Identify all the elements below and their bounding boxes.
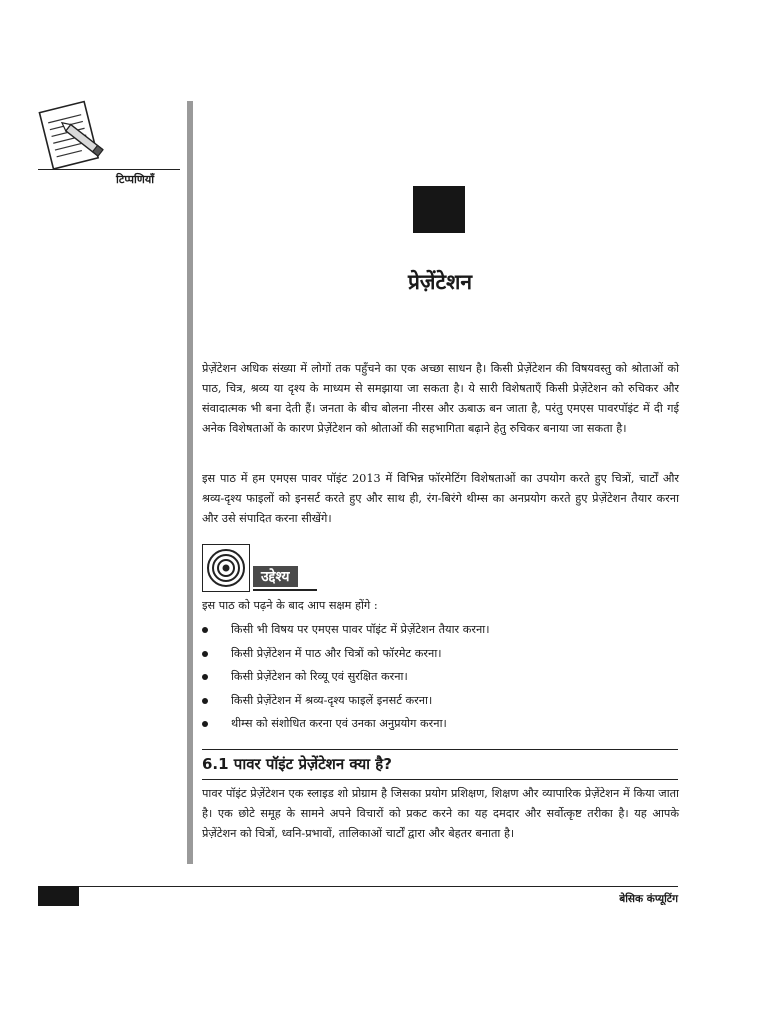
- objectives-intro: इस पाठ को पढ़ने के बाद आप सक्षम होंगे :: [202, 599, 378, 612]
- list-item: [202, 644, 682, 668]
- margin-note-label: टिप्पणियाँ: [116, 173, 155, 186]
- list-item-text: किसी प्रेज़ेंटेशन में पाठ और चित्रों को फॉरमेट करना।: [231, 646, 442, 660]
- notepad-pencil-icon: [30, 100, 110, 172]
- list-item-text: किसी प्रेज़ेंटेशन में श्रव्य-दृश्य फाइलें इनसर्ट करना।: [231, 693, 433, 707]
- bullet-icon: [202, 674, 208, 680]
- section-rule-bottom: [202, 779, 678, 780]
- chapter-title: प्रेज़ेंटेशन: [407, 270, 473, 294]
- list-item-text: किसी प्रेज़ेंटेशन को रिव्यू एवं सुरक्षित करना।: [231, 670, 408, 683]
- intro-paragraph-2: इस पाठ में हम एमएस पावर पॉइंट 2013 में विभिन्न फॉरमेटिंग विशेषताओं का उपयोग करते हुए चित्रों, चार्टों और श्रव्य-दृश्य फाइलों को इनसर्ट करते हुए और साथ ही, रंग-बिरंगे थीम्स का अनप्रयोग करते हुए प्रेज़ेंटेशन तैयार करना और उसे संपादित करना सीखेंगे।: [202, 472, 679, 525]
- margin-rule: [38, 169, 180, 170]
- bullet-icon: [202, 651, 208, 657]
- objectives-rule: [253, 589, 317, 591]
- page-number-block: [38, 886, 79, 906]
- intro-paragraph-1: प्रेज़ेंटेशन अधिक संख्या में लोगों तक पहुँचने का एक अच्छा साधन है। किसी प्रेज़ेंटेशन की विषयवस्तु को श्रोताओं को पाठ, चित्र, श्रव्य या दृश्य के माध्यम से समझाया जा सकता है। ये सारी विशेषताएँ किसी प्रेज़ेंटेशन को रुचिकर और संवादात्मक भी बना देती हैं। जनता के बीच बोलना नीरस और ऊबाऊ बन जाता है, परंतु एमएस पावरपॉइंट में दी गई अनेक विशेषताओं के कारण प्रेज़ेंटेशन को श्रोताओं की सहभागिता बढ़ाने हेतु रुचिकर बनाया जा सकता है।: [202, 362, 679, 435]
- list-item: [202, 691, 682, 715]
- chapter-number-block: [413, 186, 465, 233]
- section-paragraph: पावर पॉइंट प्रेज़ेंटेशन एक स्लाइड शो प्रोग्राम है जिसका प्रयोग प्रशिक्षण, शिक्षण और व्यापारिक प्रेज़ेंटेशन में किया जाता है। एक छोटे समूह के सामने अपने विचारों को प्रकट करने का यह दमदार और सर्वोत्कृष्ट तरीका है। यह आपके प्रेज़ेंटेशन को चित्रों, ध्वनि-प्रभावों, तालिकाओं चार्टों द्वारा और बेहतर बनाता है।: [202, 787, 679, 840]
- margin-vertical-bar: [187, 101, 193, 864]
- section-title: 6.1 पावर पॉइंट प्रेज़ेंटेशन क्या है?: [202, 755, 392, 773]
- footer-book-title: बेसिक कंप्यूटिंग: [619, 893, 678, 905]
- bullet-icon: [202, 721, 208, 727]
- footer-rule: [38, 886, 678, 887]
- target-icon: [202, 544, 250, 592]
- list-item-text: किसी भी विषय पर एमएस पावर पॉइंट में प्रेज़ेंटेशन तैयार करना।: [231, 623, 490, 636]
- list-item: [202, 667, 682, 691]
- objectives-list: [202, 620, 682, 738]
- objectives-label: उद्देश्य: [253, 566, 298, 587]
- list-item-text: थीम्स को संशोधित करना एवं उनका अनुप्रयोग करना।: [231, 717, 447, 730]
- section-rule-top: [202, 749, 678, 750]
- bullet-icon: [202, 627, 208, 633]
- bullet-icon: [202, 698, 208, 704]
- list-item: [202, 714, 682, 738]
- list-item: [202, 620, 682, 644]
